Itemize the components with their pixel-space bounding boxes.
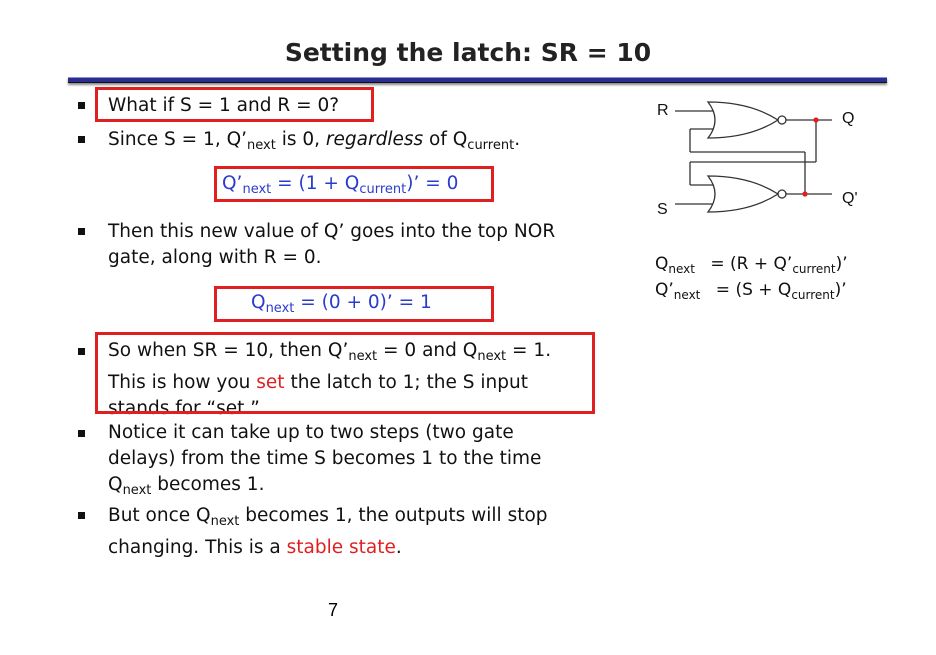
input-label-s: S (657, 201, 668, 218)
output-label-qbar: Q' (842, 190, 858, 207)
text-line: Then this new value of Q’ goes into the top NOR (108, 221, 556, 242)
eq-part: = (1 + Q (271, 173, 360, 194)
text-line: delays) from the time S becomes 1 to the time (108, 448, 542, 469)
output-label-q: Q (842, 110, 855, 127)
subscript: current (792, 262, 836, 276)
text-run: becomes 1. (151, 474, 265, 495)
page-number: 7 (328, 600, 339, 620)
bullet-marker (78, 348, 85, 355)
highlight-box-question (95, 87, 374, 122)
eq-part: Q’ (222, 173, 243, 194)
eq-part: )’ (834, 280, 847, 300)
bullet-but-once (108, 503, 548, 561)
subscript: next (477, 349, 507, 364)
subscript: current (791, 288, 835, 302)
text-run: But once Q (108, 505, 211, 526)
highlight-stable-state: stable state (286, 537, 396, 558)
subscript: next (348, 349, 378, 364)
subscript: next (247, 138, 276, 153)
equation-q-next (251, 292, 432, 316)
subscript: current (359, 182, 407, 197)
bullet-marker (78, 228, 85, 235)
bullet-since (108, 127, 520, 159)
bullet-notice (108, 420, 541, 504)
eq-part: )’ = 0 (406, 173, 459, 194)
slide-title: Setting the latch: SR = 10 (284, 38, 652, 67)
text-run: This is how you (108, 372, 257, 393)
text-line: gate, along with R = 0. (108, 247, 322, 268)
bullet-marker (78, 102, 85, 109)
subscript: next (668, 262, 695, 276)
junction-dot (802, 191, 807, 196)
nor-gate-top (708, 102, 778, 138)
title-divider (68, 77, 887, 83)
subscript: next (265, 301, 295, 316)
text-line (108, 472, 541, 504)
equation-qbar-next (222, 173, 458, 197)
eq-part: = (S + Q (710, 280, 792, 300)
bullet-marker (78, 136, 85, 143)
text-run: = 0 and Q (377, 340, 478, 361)
text-line (108, 535, 548, 561)
text-run: becomes 1, the outputs will stop (239, 505, 548, 526)
subscript: next (673, 288, 701, 302)
text-run: the latch to 1; the S input (284, 372, 528, 393)
highlight-box-conclusion (95, 332, 595, 414)
eq-part: = (0 + 0)’ = 1 (294, 292, 432, 313)
subscript: current (467, 138, 515, 153)
text-run: So when SR = 10, then Q’ (108, 340, 349, 361)
italic-text: regardless (325, 129, 424, 150)
eq-part: Q (655, 254, 669, 274)
nor-gate-bottom (708, 176, 778, 212)
text-run: is 0, (275, 129, 326, 150)
text-line: Notice it can take up to two steps (two gate (108, 422, 514, 443)
text-run: changing. This is a (108, 537, 287, 558)
text-run: Q (108, 474, 123, 495)
subscript: next (210, 514, 240, 529)
bullet-marker (78, 430, 85, 437)
eq-part: = (R + Q’ (704, 254, 793, 274)
text-run: . (395, 537, 402, 558)
side-equation-q (655, 254, 848, 276)
junction-dot (813, 117, 818, 122)
input-label-r: R (657, 102, 669, 119)
text-run: Since S = 1, Q’ (108, 129, 248, 150)
eq-part: Q (251, 292, 266, 313)
text-run: . (514, 129, 521, 150)
subscript: next (242, 182, 272, 197)
text-run: of Q (423, 129, 468, 150)
eq-part: Q’ (655, 280, 674, 300)
text-line: stands for “set.” (108, 398, 260, 419)
bullet-marker (78, 512, 85, 519)
side-equation-qbar (655, 280, 847, 302)
highlight-word-set: set (256, 372, 285, 393)
text-run: = 1. (506, 340, 552, 361)
eq-part: )’ (835, 254, 848, 274)
text-line (108, 503, 548, 535)
bullet-what-if: What if S = 1 and R = 0? (108, 95, 340, 116)
subscript: next (122, 483, 152, 498)
bullet-then (108, 219, 555, 271)
